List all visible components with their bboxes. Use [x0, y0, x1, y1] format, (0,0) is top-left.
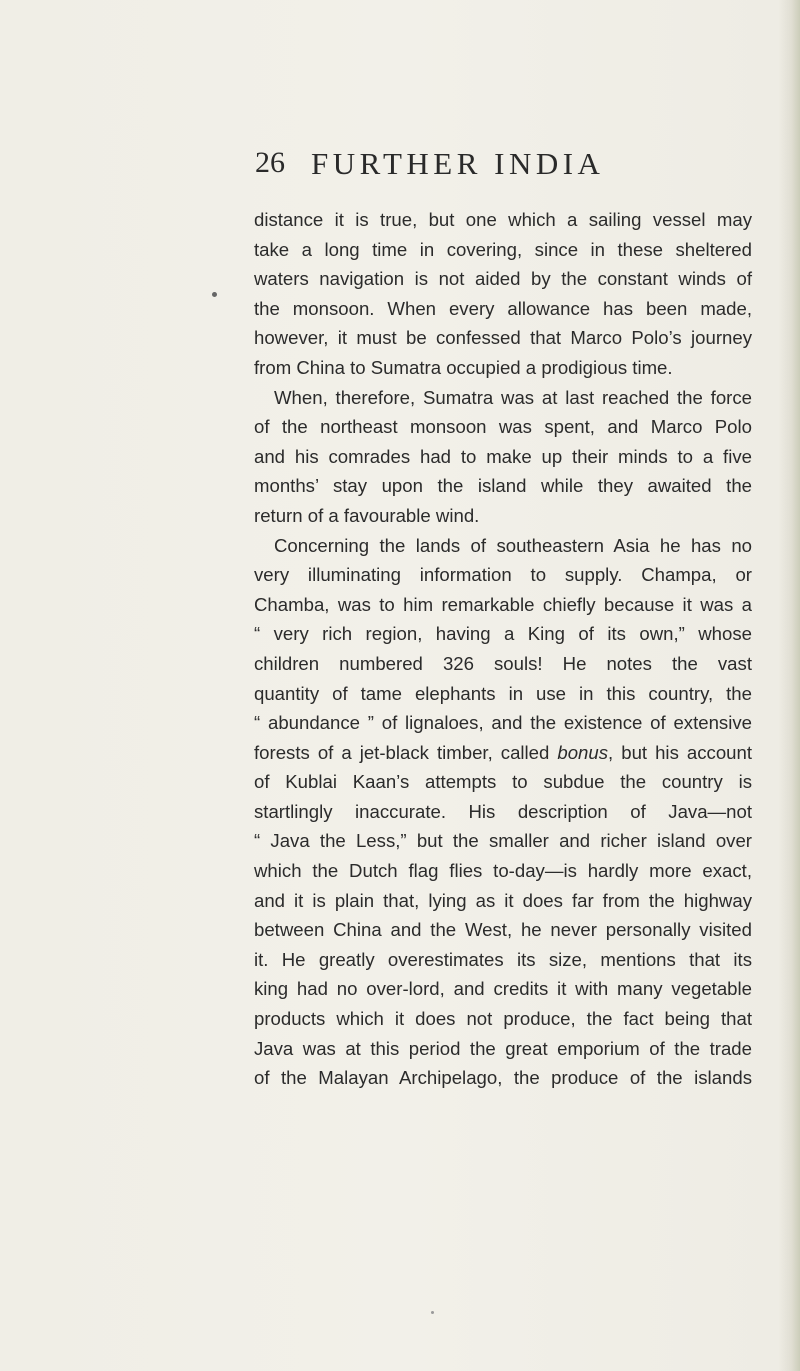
text-segment: , but his account	[608, 741, 753, 763]
text-line: very illuminating information to supply. Champa, or	[254, 564, 752, 586]
text-line: Concerning the lands of southeastern Asia he has no	[274, 534, 752, 556]
page-number: 26	[255, 146, 285, 179]
text-line: which the Dutch flag flies to-day—is hardly more exact,	[254, 860, 752, 882]
text-line: “ Java the Less,” but the smaller and richer island over	[254, 830, 752, 852]
text-line: “ abundance ” of lignaloes, and the existence of extensive	[254, 712, 752, 734]
text-line: distance it is true, but one which a sailing vessel may	[254, 209, 752, 230]
text-line: Java was at this period the great emporium of the trade	[254, 1037, 752, 1059]
page-speck	[431, 1311, 434, 1314]
text-line: and it is plain that, lying as it does far from the highway	[254, 889, 752, 911]
page-edge-shadow	[778, 0, 800, 1371]
text-line: king had no over-lord, and credits it with many vegetable	[254, 978, 752, 1000]
text-line: it. He greatly overestimates its size, mentions that its	[254, 948, 752, 970]
text-line: products which it does not produce, the fact being that	[254, 1008, 752, 1030]
text-line: between China and the West, he never personally visited	[254, 919, 752, 941]
page-speck	[212, 292, 217, 297]
text-line: “ very rich region, having a King of its own,” whose	[254, 623, 752, 645]
text-line: startlingly inaccurate. His description of Java—not	[254, 800, 752, 822]
running-head	[255, 146, 655, 186]
text-line: however, it must be confessed that Marco Polo’s journey	[254, 327, 752, 349]
text-line: and his comrades had to make up their minds to a five	[254, 445, 752, 467]
text-line: return of a favourable wind.	[254, 504, 480, 526]
italic-word: bonus	[557, 741, 609, 763]
text-line: quantity of tame elephants in use in this country, the	[254, 682, 752, 704]
text-line: children numbered 326 souls! He notes the vast	[254, 652, 752, 674]
text-line: the monsoon. When every allowance has been made,	[254, 297, 752, 319]
running-title: FURTHER INDIA	[311, 146, 605, 181]
text-line: of the northeast monsoon was spent, and Marco Polo	[254, 416, 752, 438]
text-line: from China to Sumatra occupied a prodigious time.	[254, 356, 673, 378]
text-line: of the Malayan Archipelago, the produce of the islands	[254, 1067, 752, 1089]
text-line: Chamba, was to him remarkable chiefly because it was a	[254, 593, 752, 615]
text-line: take a long time in covering, since in these sheltered	[254, 238, 752, 260]
text-line	[254, 738, 752, 768]
text-line: of Kublai Kaan’s attempts to subdue the country is	[254, 771, 752, 793]
body-text	[254, 205, 752, 1093]
text-line: months’ stay upon the island while they awaited the	[254, 475, 752, 497]
text-segment: forests of a jet-black timber, called	[254, 741, 558, 763]
text-line: When, therefore, Sumatra was at last reached the force	[274, 386, 752, 408]
text-line: waters navigation is not aided by the constant winds of	[254, 268, 752, 290]
